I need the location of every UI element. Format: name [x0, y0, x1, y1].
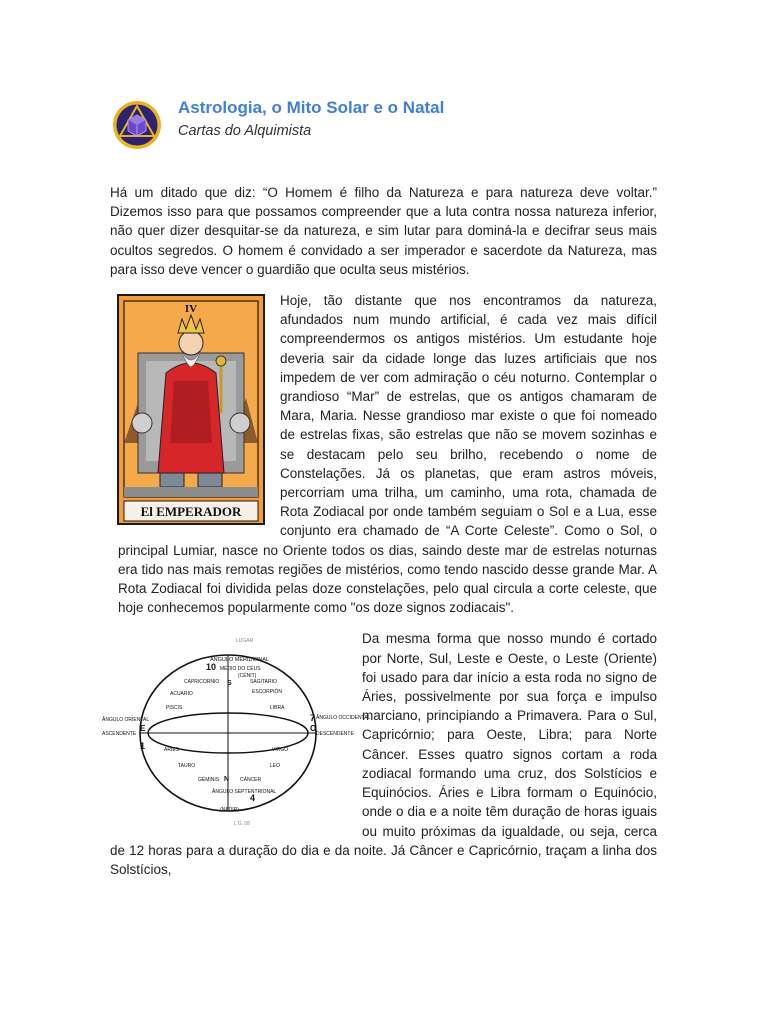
svg-text:(NADIR): (NADIR) — [220, 807, 239, 814]
svg-text:(CÉNIT): (CÉNIT) — [238, 673, 257, 680]
svg-text:DESCENDENTE: DESCENDENTE — [316, 731, 354, 738]
alchemist-cube-logo — [112, 100, 162, 150]
svg-text:TAURO: TAURO — [178, 763, 196, 770]
svg-text:ESCORPIÓN: ESCORPIÓN — [252, 689, 283, 696]
svg-text:LEO: LEO — [270, 763, 281, 770]
svg-text:7: 7 — [310, 713, 316, 724]
paragraph-1: Há um ditado que diz: “O Homem é filho da Natureza e para natureza deve voltar.” Dizemos isso para que possamos compreender que a luta contra nossa natureza inferior, não quer dizer desquitar-se da natureza, e sim lutar para dominá-la e decifrar seus mais ocultos segredos. O homem é convidado a ser imperador e sacerdote da Natureza, mas para isso deve vencer o guardião que oculta seus mistérios. — [110, 185, 657, 277]
paragraph-3: Da mesma forma que nosso mundo é cortado por Norte, Sul, Leste e Oeste, o Leste (Oriente) foi usado para dar início a esta roda no signo de Áries, possivelmente por sua força e impulso marciano, principiando a Primavera. Para o Sul, Capricórnio; para Oeste, Libra; para Norte Câncer. Esses quatro signos cortam a roda zodiacal formando uma cruz, dos Solstícios e Equinócios. Áries e Libra formam o Equinócio, onde o dia e a noite têm duração de horas iguais ou muito próximas da igualdade, ou seja, cerca de 12 horas para a duração do dia e da noite. Já Câncer e Capricórnio, traçam a linha dos Solstícios, — [110, 631, 657, 877]
svg-text:S: S — [227, 680, 232, 688]
svg-text:SAGITARIO: SAGITARIO — [250, 679, 277, 686]
svg-text:GÉMINIS: GÉMINIS — [198, 777, 220, 784]
svg-text:ÂNGULO MERIDIONAL: ÂNGULO MERIDIONAL — [210, 657, 269, 664]
svg-text:4: 4 — [250, 793, 256, 804]
section-emperor — [110, 291, 657, 617]
svg-text:VIRGO: VIRGO — [272, 747, 289, 754]
svg-text:ASCENDENTE: ASCENDENTE — [102, 731, 137, 738]
svg-text:10: 10 — [206, 662, 217, 673]
svg-text:CÁNCER: CÁNCER — [240, 777, 262, 784]
svg-text:ACUARIO: ACUARIO — [170, 691, 193, 698]
svg-text:1: 1 — [140, 741, 146, 752]
svg-text:ÂNGULO SEPTENTRIONAL: ÂNGULO SEPTENTRIONAL — [212, 789, 277, 796]
svg-text:ÂNGULO OCCIDENTAL: ÂNGULO OCCIDENTAL — [316, 715, 371, 722]
paragraph-2: Hoje, tão distante que nos encontramos da natureza, afundados num mundo artificial, é cada vez mais difícil compreendermos os antigos mistérios. Um estudante hoje deveria sair da cidade longe das luzes artificiais que nos impedem de ver com admiração o céu noturno. Contemplar o grandioso “Mar” de estrelas, que os antigos chamaram de Mara, Maria. Nesse grandioso mar existe o que foi nomeado de estrelas fixas, são estrelas que não se movem sozinhas e se destacam pelo seu brilho, recebendo o nome de Constelações. Já os planetas, que eram astros móveis, percorriam uma trilha, um caminho, uma rota, chamada de Rota Zodiacal por onde também seguiam o Sol e a Lua, esse conjunto era chamado de “A Corte Celeste”. Como o Sol, o principal Lumiar, nasce no Oriente todos os dias, saindo deste mar de estrelas noturnas era tido nas mais remotas regiões de mistérios, como tendo nascido desse grande Mar. A Rota Zodiacal foi dividida pelas doze constelações, pelo qual circula a corte celeste, que hoje conhecemos popularmente como "os doze signos zodiacais". — [118, 293, 657, 616]
svg-text:LIBRA: LIBRA — [270, 705, 285, 712]
article-body — [102, 183, 657, 891]
svg-text:L'G. 08: L'G. 08 — [234, 821, 250, 828]
svg-text:ÁRIES: ÁRIES — [164, 747, 180, 754]
svg-text:MÉDIO DO CÉUS: MÉDIO DO CÉUS — [220, 666, 261, 673]
svg-text:O: O — [310, 724, 317, 734]
document-title: Astrologia, o Mito Solar e o Natal — [178, 98, 445, 117]
document-subtitle: Cartas do Alquimista — [178, 123, 312, 139]
zodiac-wheel-diagram — [100, 633, 371, 829]
card-numeral: IV — [184, 303, 198, 316]
section-zodiac — [102, 629, 657, 879]
emperor-tarot-card-image — [116, 293, 266, 526]
svg-text:N: N — [224, 776, 230, 784]
document-header — [112, 97, 672, 153]
svg-text:PISCIS: PISCIS — [166, 705, 183, 712]
svg-text:CAPRICORNIO: CAPRICORNIO — [184, 679, 220, 686]
card-caption: El EMPERADOR — [140, 504, 242, 520]
svg-text:ÂNGULO ORIENTAL: ÂNGULO ORIENTAL — [102, 717, 150, 724]
svg-text:LUGAR: LUGAR — [236, 638, 254, 645]
svg-text:E: E — [140, 724, 146, 734]
